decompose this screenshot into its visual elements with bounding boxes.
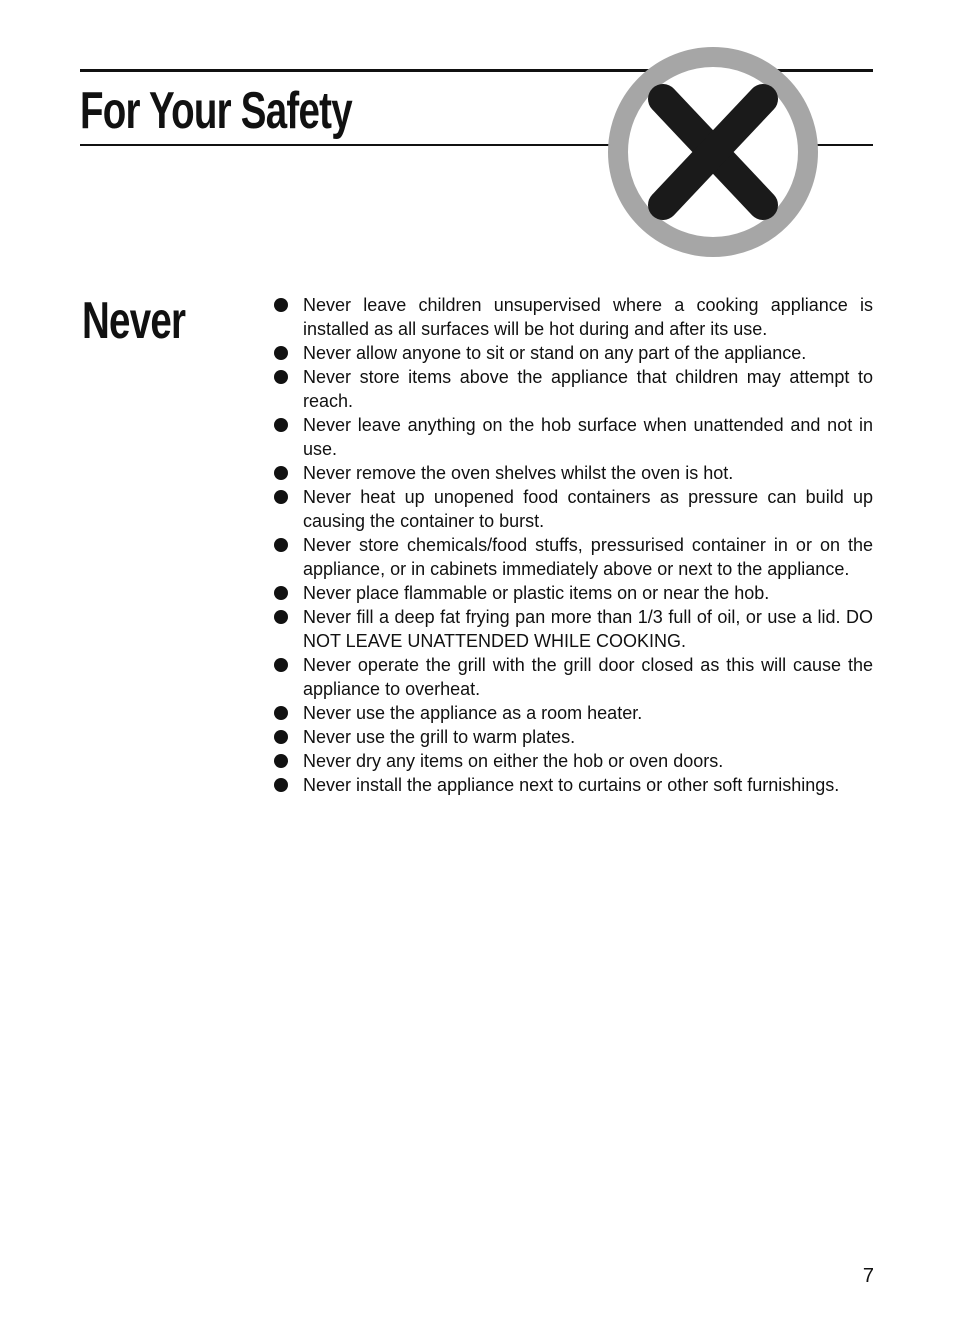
prohibition-cross-icon: [603, 42, 823, 262]
list-item-text: Never use the grill to warm plates.: [303, 727, 576, 747]
list-item-text: Never allow anyone to sit or stand on any part of the appliance.: [303, 343, 807, 363]
list-item-text: Never leave anything on the hob surface when unattended and not in use.: [303, 415, 873, 459]
list-item: [272, 725, 873, 749]
list-item: [272, 461, 873, 485]
list-item: [272, 773, 873, 797]
list-item: [272, 413, 873, 461]
bullet-icon: [274, 418, 288, 432]
bullet-icon: [274, 466, 288, 480]
list-item-text: Never install the appliance next to curtains or other soft furnishings.: [303, 775, 840, 795]
bullet-icon: [274, 490, 288, 504]
list-item-text: Never remove the oven shelves whilst the oven is hot.: [303, 463, 734, 483]
list-item-text: Never store items above the appliance that children may attempt to reach.: [303, 367, 873, 411]
section-heading-never: Never: [82, 292, 186, 350]
list-item: [272, 581, 873, 605]
page-number: 7: [862, 1265, 874, 1287]
list-item: [272, 701, 873, 725]
bullet-icon: [274, 586, 288, 600]
list-item: [272, 749, 873, 773]
list-item-text: Never operate the grill with the grill door closed as this will cause the appliance to overheat.: [303, 655, 873, 699]
bullet-icon: [274, 778, 288, 792]
list-item: [272, 653, 873, 701]
never-list: [272, 293, 873, 797]
list-item-text: Never store chemicals/food stuffs, pressurised container in or on the appliance, or in cabinets immediately above or next to the appliance.: [303, 535, 873, 579]
page-title: For Your Safety: [80, 82, 352, 140]
bullet-icon: [274, 298, 288, 312]
bullet-icon: [274, 706, 288, 720]
bullet-icon: [274, 658, 288, 672]
bullet-icon: [274, 730, 288, 744]
list-item: [272, 365, 873, 413]
list-item: [272, 533, 873, 581]
list-item: [272, 605, 873, 653]
list-item: [272, 293, 873, 341]
list-item-text: Never heat up unopened food containers as pressure can build up causing the container to burst.: [303, 487, 873, 531]
list-item-text: Never dry any items on either the hob or oven doors.: [303, 751, 724, 771]
bullet-icon: [274, 610, 288, 624]
list-item-text: Never use the appliance as a room heater.: [303, 703, 643, 723]
list-item-text: Never leave children unsupervised where a cooking appliance is installed as all surfaces will be hot during and after its use.: [303, 295, 873, 339]
list-item-text: Never fill a deep fat frying pan more than 1/3 full of oil, or use a lid. DO NOT LEAVE UNATTENDED WHILE COOKING.: [303, 607, 873, 651]
list-item-text: Never place flammable or plastic items on or near the hob.: [303, 583, 770, 603]
bullet-icon: [274, 370, 288, 384]
list-item: [272, 485, 873, 533]
list-item: [272, 341, 873, 365]
bullet-icon: [274, 538, 288, 552]
bullet-icon: [274, 346, 288, 360]
bullet-icon: [274, 754, 288, 768]
